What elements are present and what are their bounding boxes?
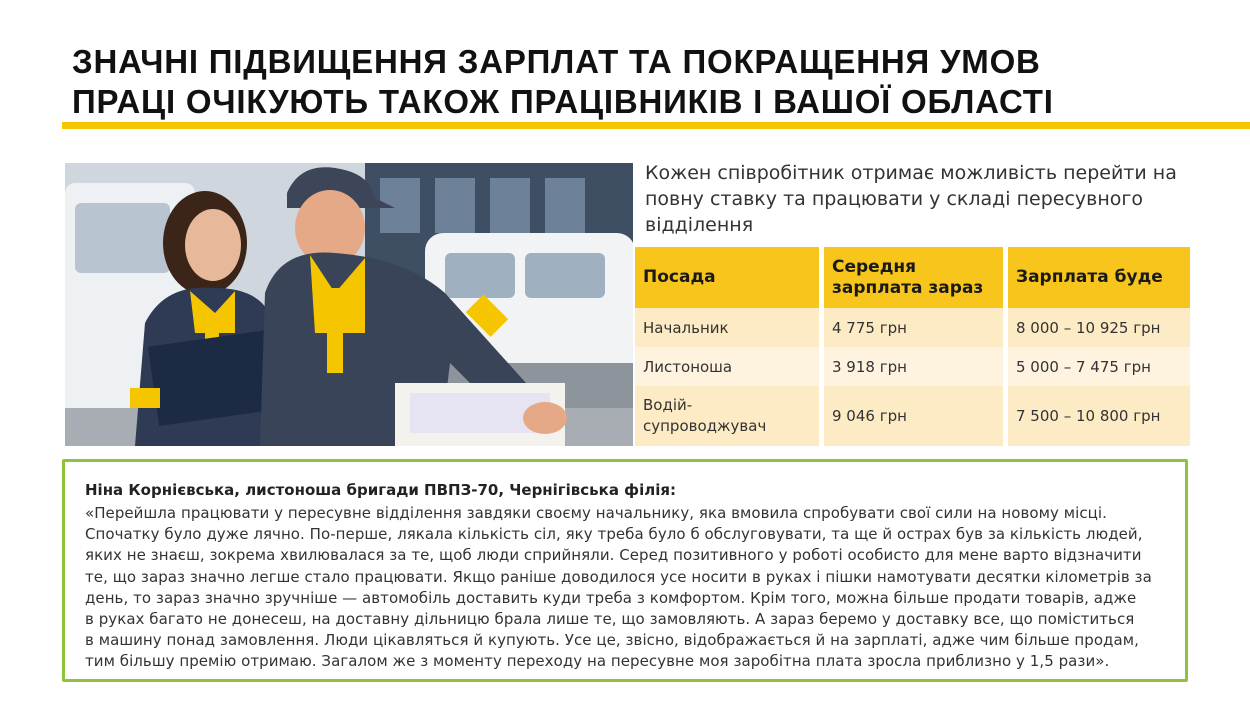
header-current-salary: Середня зарплата зараз <box>824 247 1003 308</box>
testimonial-line: «Перейшла працювати у пересувне відділення завдяки своєму начальнику, яка вмовила спробувати свої сили на новому місці. <box>85 504 1107 522</box>
testimonial-line: день, то зараз значно зручніше — автомобіль доставить куди треба з комфортом. Крім того, можна більше продати товарів, адже <box>85 588 1137 607</box>
table-header-row <box>635 247 1190 308</box>
cell-current-salary: 9 046 грн <box>824 386 1003 446</box>
table-row <box>635 386 1190 446</box>
testimonial-box <box>62 459 1188 682</box>
cell-current-salary: 4 775 грн <box>824 308 1003 347</box>
testimonial-line: в машину понад замовлення. Люди цікавляться й купують. Усе це, звісно, відображається й на зарплаті, адже чим більше продам, <box>85 631 1139 650</box>
header-future-salary: Зарплата буде <box>1008 247 1190 308</box>
cell-position: Водій-супроводжувач <box>635 386 819 446</box>
cell-position: Листоноша <box>635 347 819 386</box>
testimonial-line: яких не знаєш, зокрема хвилювалася за те, щоб люди сприйняли. Серед позитивного у роботі особисто для мене варто відзначити <box>85 546 1142 565</box>
testimonial-line: в руках багато не донесеш, на доставну дільницю брала лише те, що замовляють. А зараз беремо у доставку все, що поміститься <box>85 610 1135 629</box>
table-row <box>635 308 1190 347</box>
title-underline <box>62 122 1250 129</box>
table-row <box>635 347 1190 386</box>
salary-table <box>635 247 1190 446</box>
testimonial-text <box>85 503 1165 673</box>
testimonial-line: те, що зараз значно легше стало працювати. Якщо раніше доводилося усе носити в руках і пішки намотувати десятки кілометрів за <box>85 567 1152 586</box>
cell-future-salary: 5 000 – 7 475 грн <box>1008 347 1190 386</box>
postal-workers-photo <box>65 163 633 446</box>
page-title <box>72 42 1222 122</box>
page-title-line-1: ЗНАЧНІ ПІДВИЩЕННЯ ЗАРПЛАТ ТА ПОКРАЩЕННЯ УМОВ <box>72 43 1041 80</box>
cell-future-salary: 8 000 – 10 925 грн <box>1008 308 1190 347</box>
intro-text: Кожен співробітник отримає можливість перейти на повну ставку та працювати у складі пересувного відділення <box>645 162 1177 236</box>
cell-current-salary: 3 918 грн <box>824 347 1003 386</box>
header-position: Посада <box>635 247 819 308</box>
testimonial-author: Ніна Корнієвська, листоноша бригади ПВПЗ-70, Чернігівська філія: <box>85 481 676 499</box>
testimonial-line: Спочатку було дуже лячно. По-перше, лякала кількість сіл, яку треба було б обслуговувати, та ще й острах був за кількість людей, <box>85 525 1143 544</box>
cell-future-salary: 7 500 – 10 800 грн <box>1008 386 1190 446</box>
testimonial-line: тим більшу премію отримаю. Загалом же з моменту переходу на пересувне моя заробітна плата зросла приблизно у 1,5 рази». <box>85 652 1110 671</box>
cell-position: Начальник <box>635 308 819 347</box>
page-title-line-2: ПРАЦІ ОЧІКУЮТЬ ТАКОЖ ПРАЦІВНИКІВ І ВАШОЇ ОБЛАСТІ <box>72 83 1054 120</box>
